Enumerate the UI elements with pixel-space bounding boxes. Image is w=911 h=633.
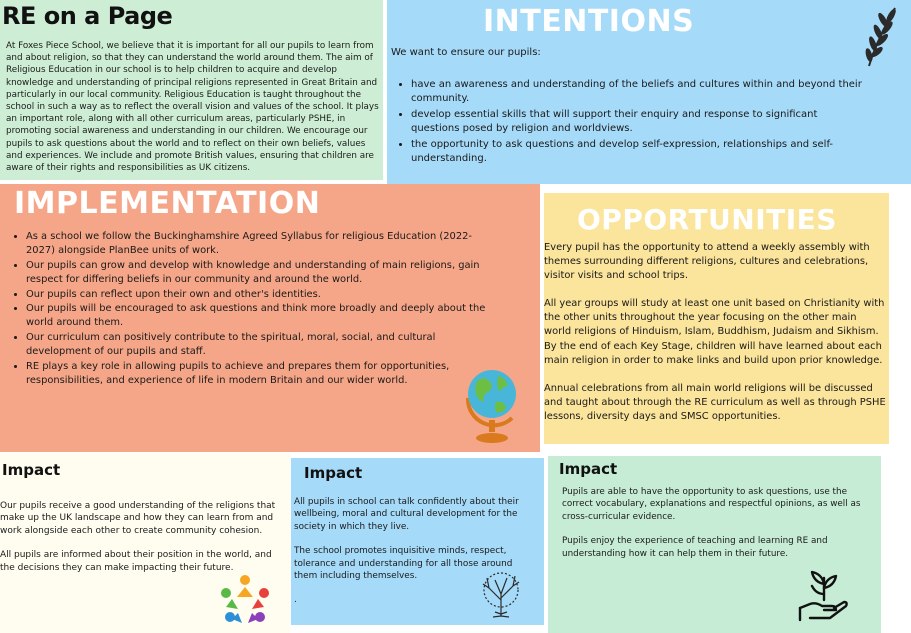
list-item: • As a school we follow the Buckinghamshire Agreed Syllabus for religious Education (2022-2027) alongside PlanBee units of work. (26, 230, 498, 259)
intentions-intro: We want to ensure our pupils: (391, 47, 541, 58)
paragraph: The school promotes inquisitive minds, respect, tolerance and understanding for all those around them including themselves. (294, 546, 513, 582)
paragraph: Every pupil has the opportunity to attend a weekly assembly with themes surrounding different religions, cultures and celebrations, visitor visits and school trips. (544, 242, 870, 282)
paragraph: Pupils are able to have the opportunity to ask questions, use the correct vocabulary, explanations and respectful opinions, as well as cross-curricular evidence. (562, 487, 861, 522)
people-circle-icon (218, 573, 272, 627)
re-intro-text: At Foxes Piece School, we believe that it is important for all our pupils to learn from and about religion, so that they can understand the world around them. The aim of Religious Education in our school is to help children to acquire and develop knowledge and understanding of principal religions represented in Great Britain and particularly in our local community. Religious Education is taught throughout the school in such a way as to reflect the overall vision and values of the school. It plays an important role, along with all other curriculum areas, particularly PSHE, in promoting social awareness and understanding in our children. We encourage our pupils to ask questions about the world and to reflect on their own beliefs, values and experiences. We include and promote British values, ensuring that children are aware of their rights and responsibilities as UK citizens. (6, 41, 379, 174)
impact-panel-3 (548, 456, 881, 633)
list-item: • Our curriculum can positively contribute to the spiritual, moral, social, and cultural development of our pupils and staff. (26, 331, 498, 360)
implementation-title: IMPLEMENTATION (14, 186, 321, 221)
list-item: • Our pupils can grow and develop with knowledge and understanding of main religions, gain respect for differing beliefs in our community and around the world. (26, 259, 498, 288)
globe-icon (460, 362, 524, 446)
impact-panel-1 (0, 453, 290, 633)
intentions-list (393, 78, 863, 167)
paragraph: All pupils are informed about their position in the world, and the decisions they can make impacting their future. (0, 550, 272, 573)
tree-icon (477, 570, 525, 618)
paragraph: Annual celebrations from all main world religions will be discussed and taught about through the RE curriculum as well as through PSHE lessons, diversity days and SMSC opportunities. (544, 382, 886, 422)
impact-title: Impact (304, 464, 363, 482)
list-item: • the opportunity to ask questions and develop self-expression, relationships and self-understanding. (411, 138, 863, 167)
paragraph: Pupils enjoy the experience of teaching and learning RE and understanding how it can help them in their future. (562, 536, 828, 559)
hand-seedling-icon (796, 568, 852, 624)
opportunities-text (544, 241, 886, 438)
impact-3-text (562, 486, 862, 572)
intentions-title: INTENTIONS (483, 4, 695, 39)
list-item: • RE plays a key role in allowing pupils to achieve and prepares them for opportunities, responsibilities, and experience of life in modern Britain and our wider world. (26, 360, 498, 389)
list-item: • Our pupils will be encouraged to ask questions and think more broadly and deeply about the world around them. (26, 302, 498, 331)
paragraph: Our pupils receive a good understanding of the religions that make up the UK landscape and how they can learn from and work alongside each other to create community cohesion. (0, 501, 276, 536)
opportunities-panel (544, 193, 889, 444)
laurel-branch-icon (861, 4, 901, 70)
impact-title: Impact (2, 461, 61, 479)
paragraph: All pupils in school can talk confidently about their wellbeing, moral and cultural development for the society in which they live. (294, 497, 519, 532)
list-item: • develop essential skills that will support their enquiry and response to significant questions posed by religion and worldviews. (411, 108, 863, 137)
page-title: RE on a Page (2, 2, 173, 30)
implementation-list (8, 230, 498, 388)
opportunities-title: OPPORTUNITIES (577, 203, 837, 236)
list-item: • have an awareness and understanding of the beliefs and cultures within and beyond their community. (411, 78, 863, 107)
paragraph: . (294, 595, 297, 606)
impact-title: Impact (559, 460, 618, 478)
list-item: • Our pupils can reflect upon their own and other's identities. (26, 288, 498, 302)
impact-panel-2 (291, 458, 544, 625)
paragraph: All year groups will study at least one unit based on Christianity with the other units throughout the year focusing on the other main world religions of Hinduism, Islam, Buddhism, Judaism and Sikhism. By the end of each Key Stage, children will have learned about each main religion in order to make links and build upon prior knowledge. (544, 298, 885, 366)
intentions-panel (387, 0, 911, 184)
re-on-a-page-panel (0, 0, 383, 180)
implementation-panel (0, 184, 540, 452)
